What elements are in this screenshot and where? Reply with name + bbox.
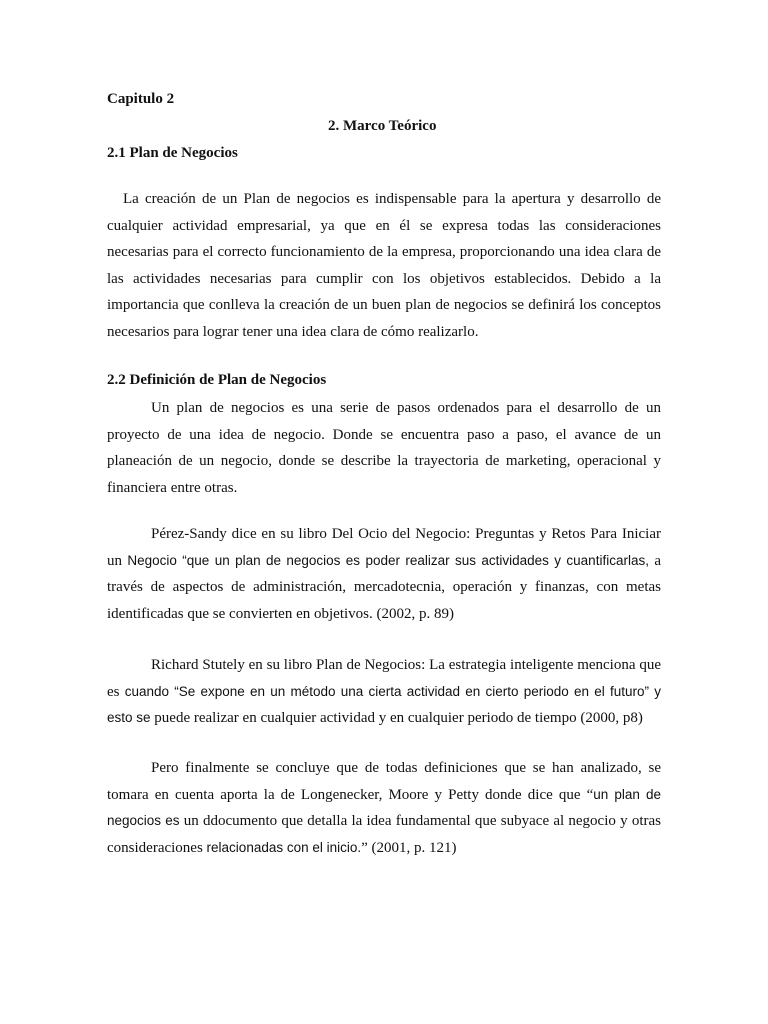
- section-heading-plan-de-negocios: 2.1 Plan de Negocios: [107, 145, 238, 161]
- main-title: 2. Marco Teórico: [328, 118, 437, 134]
- chapter-label: Capitulo 2: [107, 91, 175, 107]
- paragraph-stutely: [107, 652, 661, 732]
- conclusion-intro: Pero finalmente se concluye que de todas definiciones que se han analizado, se tomara en cuenta aporta la de Longenecker, Moore y Petty donde dice que “: [107, 760, 661, 803]
- section-heading-definicion: 2.2 Definición de Plan de Negocios: [107, 372, 327, 388]
- paragraph-conclusion: [107, 755, 661, 861]
- conclusion-quote-start: un plan de negocios es: [107, 786, 661, 828]
- paragraph-plan-de-negocios: La creación de un Plan de negocios es indispensable para la apertura y desarrollo de cualquier actividad empresarial, ya que en él se expresa todas las consideraciones necesarias para el correcto funcionamiento de la empresa, proporcionando una idea clara de las actividades necesarias para cumplir con los objetivos establecidos. Debido a la importancia que conlleva la creación de un buen plan de negocios se definirá los conceptos necesarios para lograr tener una idea clara de cómo realizarlo.: [107, 191, 661, 340]
- stutely-intro: Richard Stutely en su libro Plan de Negocios: La estrategia inteligente menciona que es: [107, 657, 661, 700]
- perez-sandy-rest: a través de aspectos de administración, mercadotecnia, operación y finanzas, con metas identificadas que se convierten en objetivos. (2002, p. 89): [107, 552, 662, 622]
- conclusion-quote-end: relacionadas con el inicio.: [206, 839, 362, 855]
- perez-sandy-intro: Pérez-Sandy dice en su libro Del Ocio del Negocio: Preguntas y Retos Para Iniciar un: [107, 526, 661, 569]
- conclusion-middle: un ddocumento que detalla la idea fundamental que subyace al negocio y otras consideraciones: [107, 813, 661, 856]
- paragraph-definicion: Un plan de negocios es una serie de pasos ordenados para el desarrollo de un proyecto de una idea de negocio. Donde se encuentra paso a paso, el avance de un planeación de un negocio, donde se describe la trayectoria de marketing, operacional y financiera entre otras.: [107, 400, 661, 496]
- stutely-rest: puede realizar en cualquier actividad y en cualquier periodo de tiempo (2000, p8): [150, 710, 643, 726]
- perez-sandy-quote: Negocio “que un plan de negocios es poder realizar sus actividades y cuantificarlas,: [127, 552, 649, 568]
- conclusion-rest: ” (2001, p. 121): [361, 839, 457, 856]
- stutely-quote: cuando “Se expone en un método una cierta actividad en cierto periodo en el futuro” y esto se: [107, 683, 661, 725]
- paragraph-perez-sandy: [107, 521, 661, 627]
